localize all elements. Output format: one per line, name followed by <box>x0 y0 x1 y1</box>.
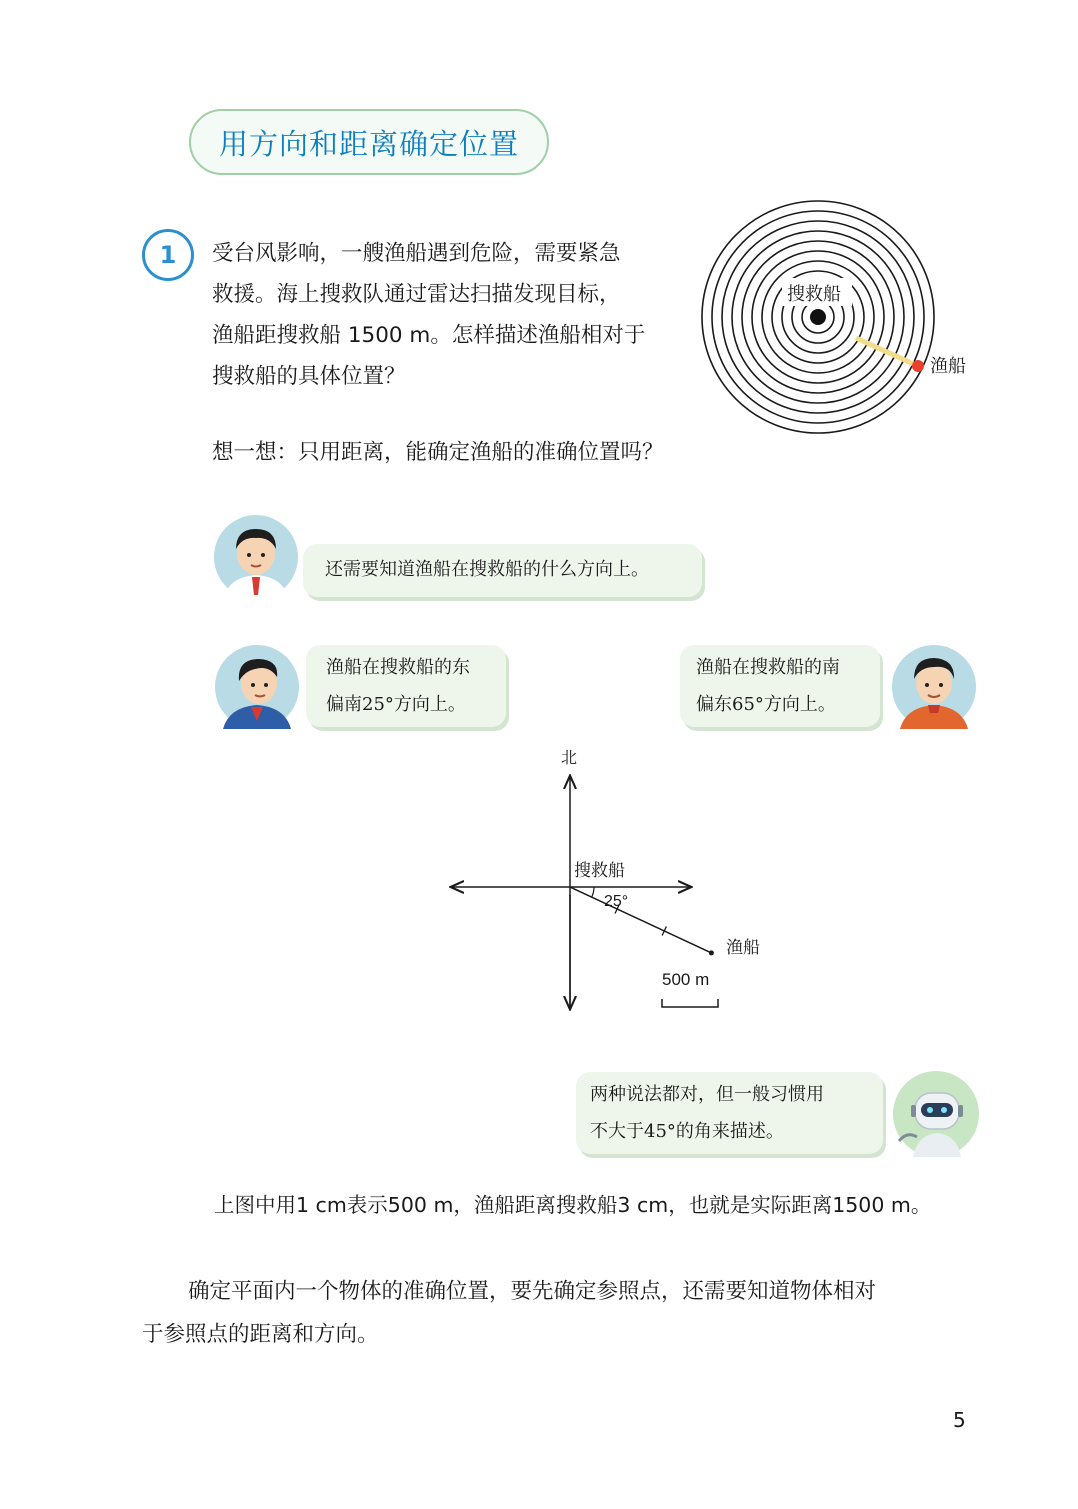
target-label: 渔船 <box>726 938 760 958</box>
avatar-boy-2 <box>215 645 299 729</box>
think-question: 想一想：只用距离，能确定渔船的准确位置吗？ <box>212 440 664 465</box>
avatar-robot <box>893 1071 979 1157</box>
problem-line: 搜救船的具体位置？ <box>212 364 406 389</box>
target-ray <box>570 887 711 953</box>
bubble-line: 两种说法都对，但一般习惯用 <box>590 1084 824 1105</box>
problem-line: 渔船距搜救船 1500 m。怎样描述渔船相对于 <box>212 323 646 348</box>
avatar-boy-1 <box>214 515 298 599</box>
north-label: 北 <box>561 748 578 767</box>
problem-number-badge: 1 <box>142 229 194 281</box>
scale-note: 上图中用1 cm表示500 m，渔船距离搜救船3 cm，也就是实际距离1500 m。 <box>214 1193 932 1217</box>
section-title: 用方向和距离确定位置 <box>218 126 519 161</box>
conclusion-line: 于参照点的距离和方向。 <box>142 1322 379 1347</box>
problem-line: 受台风影响，一艘渔船遇到危险，需要紧急 <box>212 241 621 266</box>
section-title-pill <box>189 109 549 175</box>
radar-beam <box>856 338 918 366</box>
radar-illustration <box>690 190 990 450</box>
scale-label: 500 m <box>662 970 710 989</box>
bubble-line: 不大于45°的角来描述。 <box>590 1121 784 1142</box>
problem-line: 救援。海上搜救队通过雷达扫描发现目标， <box>212 282 621 307</box>
conclusion-line: 确定平面内一个物体的准确位置，要先确定参照点，还需要知道物体相对 <box>188 1279 877 1304</box>
origin-label: 搜救船 <box>574 861 625 881</box>
speech-bubble-boy-3 <box>680 645 880 727</box>
conclusion-paragraph <box>142 1270 982 1356</box>
avatar-boy-3 <box>892 645 976 729</box>
speech-bubble-robot <box>576 1072 883 1154</box>
bubble-line: 渔船在搜救船的南 <box>696 657 840 678</box>
bubble-line: 偏南25°方向上。 <box>326 694 466 715</box>
fishing-boat-dot <box>912 360 924 372</box>
direction-diagram <box>440 745 760 1015</box>
bubble-line: 渔船在搜救船的东 <box>326 657 470 678</box>
page-number: 5 <box>953 1408 966 1432</box>
radar-target-label: 渔船 <box>930 356 966 377</box>
speech-bubble-boy-1: 还需要知道渔船在搜救船的什么方向上。 <box>303 544 702 597</box>
rescue-ship-dot <box>810 309 826 325</box>
angle-arc <box>592 887 594 897</box>
speech-bubble-boy-2 <box>306 645 506 727</box>
scale-bar <box>662 999 718 1007</box>
bubble-line: 偏东65°方向上。 <box>696 694 836 715</box>
angle-label: 25° <box>604 893 629 910</box>
problem-text <box>212 233 692 397</box>
radar-center-label: 搜救船 <box>787 284 841 305</box>
fishing-boat-point <box>709 950 714 955</box>
